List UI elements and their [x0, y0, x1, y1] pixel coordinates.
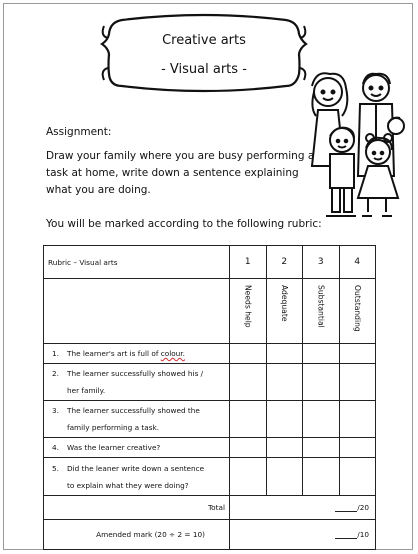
score-cell[interactable] — [339, 458, 376, 496]
scale-number: 3 — [303, 246, 340, 279]
scale-label: Substantial — [316, 285, 326, 328]
total-row — [44, 496, 376, 520]
table-row — [44, 401, 376, 438]
scale-label-cell — [230, 279, 267, 344]
scale-label: Needs help — [243, 285, 253, 328]
score-cell[interactable] — [266, 364, 303, 401]
criterion-text: The learner's art is full of — [67, 349, 161, 358]
score-cell[interactable] — [303, 438, 340, 458]
scale-number: 1 — [230, 246, 267, 279]
family-clipart-icon — [296, 66, 414, 226]
rubric-intro: You will be marked according to the following rubric: — [46, 218, 322, 230]
empty-cell — [44, 279, 230, 344]
criterion-text: family performing a task. — [67, 423, 160, 432]
assignment-line: Draw your family where you are busy performing a — [46, 150, 315, 162]
criterion-number: 3. — [52, 406, 59, 415]
score-cell[interactable] — [230, 364, 267, 401]
table-row — [44, 438, 376, 458]
criterion-text: The learner successfully showed his / — [67, 369, 204, 378]
criterion-cell — [44, 438, 230, 458]
scale-number: 2 — [266, 246, 303, 279]
assignment-instructions — [46, 148, 316, 199]
score-cell[interactable] — [303, 364, 340, 401]
criterion-text: her family. — [67, 386, 106, 395]
banner-subtitle: - Visual arts - — [161, 62, 247, 77]
criterion-text: to explain what they were doing? — [67, 480, 189, 490]
amended-score-cell[interactable] — [230, 520, 376, 550]
score-cell[interactable] — [230, 458, 267, 496]
total-score-denominator: /20 — [357, 503, 369, 512]
total-score-cell[interactable] — [230, 496, 376, 520]
scale-label-cell — [266, 279, 303, 344]
score-cell[interactable] — [230, 438, 267, 458]
criterion-cell — [44, 344, 230, 364]
banner-title: Creative arts — [162, 33, 246, 48]
criterion-text: Was the learner creative? — [67, 443, 161, 452]
score-cell[interactable] — [230, 401, 267, 438]
score-cell[interactable] — [303, 458, 340, 496]
score-cell[interactable] — [339, 438, 376, 458]
criterion-number: 2. — [52, 369, 59, 378]
score-blank — [335, 503, 357, 512]
criterion-number: 4. — [52, 443, 59, 452]
criterion-cell — [44, 364, 230, 401]
criterion-number: 1. — [52, 349, 59, 358]
scale-label-cell — [339, 279, 376, 344]
scale-number: 4 — [339, 246, 376, 279]
table-row — [44, 364, 376, 401]
score-cell[interactable] — [339, 401, 376, 438]
score-cell[interactable] — [303, 344, 340, 364]
scale-label: Outstanding — [352, 285, 362, 332]
assignment-line: what you are doing. — [46, 184, 151, 196]
assignment-line: task at home, write down a sentence explaining — [46, 167, 299, 179]
rubric-title: Rubric – Visual arts — [44, 246, 230, 279]
rubric-table — [43, 245, 376, 550]
criterion-number: 5. — [52, 463, 59, 473]
total-label: Total — [44, 496, 230, 520]
assignment-label: Assignment: — [46, 126, 112, 138]
amended-label: Amended mark (20 ÷ 2 = 10) — [44, 520, 230, 550]
table-row — [44, 344, 376, 364]
criterion-text: Did the leaner write down a sentence — [67, 463, 205, 473]
score-cell[interactable] — [339, 364, 376, 401]
score-blank — [335, 530, 357, 539]
criterion-cell — [44, 401, 230, 438]
criterion-text: The learner successfully showed the — [67, 406, 200, 415]
table-row — [44, 458, 376, 496]
score-cell[interactable] — [266, 344, 303, 364]
amended-score-denominator: /10 — [357, 530, 369, 539]
title-banner-frame — [100, 12, 308, 94]
score-cell[interactable] — [266, 438, 303, 458]
score-cell[interactable] — [303, 401, 340, 438]
criterion-text-misspelled: colour. — [160, 349, 185, 358]
score-cell[interactable] — [339, 344, 376, 364]
score-cell[interactable] — [230, 344, 267, 364]
score-cell[interactable] — [266, 458, 303, 496]
score-cell[interactable] — [266, 401, 303, 438]
table-header-row — [44, 246, 376, 279]
scale-label-row — [44, 279, 376, 344]
amended-row — [44, 520, 376, 550]
criterion-cell — [44, 458, 230, 496]
scale-label-cell — [303, 279, 340, 344]
scale-label: Adequate — [279, 285, 289, 322]
